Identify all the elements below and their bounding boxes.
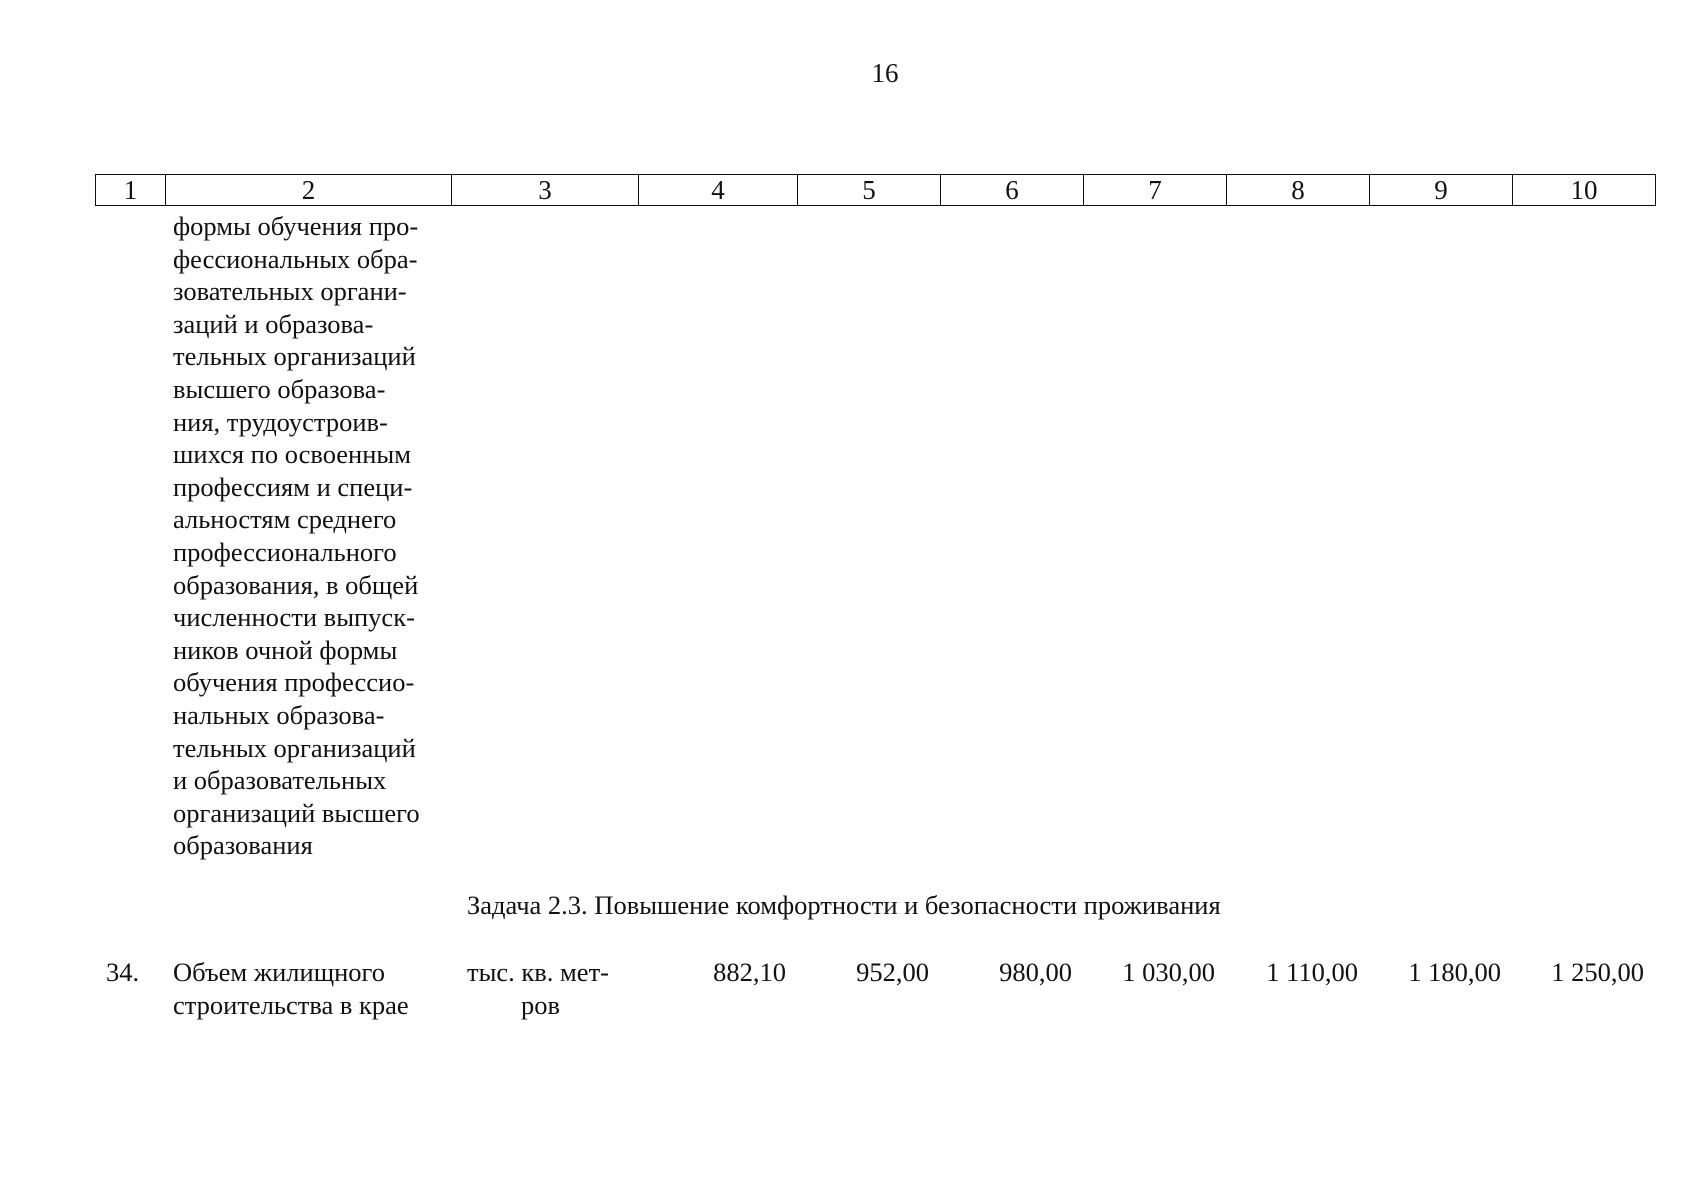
column-number-header <box>95 174 1656 206</box>
indicator-text-line: образования, в общей <box>173 569 419 600</box>
header-row <box>96 175 1656 206</box>
indicator-text-line: ния, трудоустроив- <box>173 406 388 437</box>
header-col-9: 9 <box>1370 175 1513 206</box>
page-number: 16 <box>871 58 899 88</box>
header-col-10: 10 <box>1513 175 1656 206</box>
header-col-1: 1 <box>96 175 166 206</box>
indicator-text-line: формы обучения про- <box>173 211 419 241</box>
indicator-text-line: и образовательных <box>173 765 387 796</box>
header-col-2: 2 <box>166 175 452 206</box>
indicator-text-line: заций и образова- <box>173 308 374 339</box>
value-col-10: 1 250,00 <box>1551 957 1644 987</box>
indicator-text-line: тельных организаций <box>173 732 416 763</box>
indicator-text-line: образования <box>173 830 313 861</box>
value-col-7: 1 030,00 <box>1122 957 1215 987</box>
value-col-8: 1 110,00 <box>1266 957 1358 987</box>
indicator-text-line: ников очной формы <box>173 634 398 665</box>
value-col-5: 952,00 <box>856 957 929 987</box>
indicator-text-line: организаций высшего <box>173 797 420 828</box>
unit-line: ров <box>521 989 561 1020</box>
value-col-4: 882,10 <box>713 957 786 987</box>
indicator-text-line: нальных образова- <box>173 699 385 730</box>
indicator-name-line: строительства в крае <box>173 989 409 1020</box>
header-col-5: 5 <box>798 175 941 206</box>
header-col-6: 6 <box>941 175 1084 206</box>
indicator-text-line: тельных организаций <box>173 341 416 372</box>
row-number: 34. <box>106 957 140 987</box>
indicator-name <box>173 956 409 1021</box>
value-col-9: 1 180,00 <box>1408 957 1501 987</box>
indicator-text-line: численности выпуск- <box>173 602 415 633</box>
header-col-7: 7 <box>1084 175 1227 206</box>
indicator-text-line: фессиональных обра- <box>173 243 418 274</box>
header-col-3: 3 <box>452 175 639 206</box>
indicator-text-line: высшего образова- <box>173 373 386 404</box>
value-col-6: 980,00 <box>999 957 1072 987</box>
header-col-8: 8 <box>1227 175 1370 206</box>
indicator-text-line: обучения профессио- <box>173 667 415 698</box>
task-heading: Задача 2.3. Повышение комфортности и безопасности проживания <box>467 890 1221 920</box>
indicator-text-line: профессиям и специ- <box>173 471 413 502</box>
indicator-text-line: шихся по освоенным <box>173 439 411 470</box>
unit-of-measure <box>467 956 609 1021</box>
indicator-text-line: профессионального <box>173 536 397 567</box>
indicator-name-line: Объем жилищного <box>173 957 386 987</box>
header-col-4: 4 <box>639 175 798 206</box>
indicator-text-line: зовательных органи- <box>173 276 407 307</box>
indicator-text-line: альностям среднего <box>173 504 397 535</box>
unit-line: тыс. кв. мет- <box>467 957 609 987</box>
continued-indicator-name <box>173 210 473 862</box>
